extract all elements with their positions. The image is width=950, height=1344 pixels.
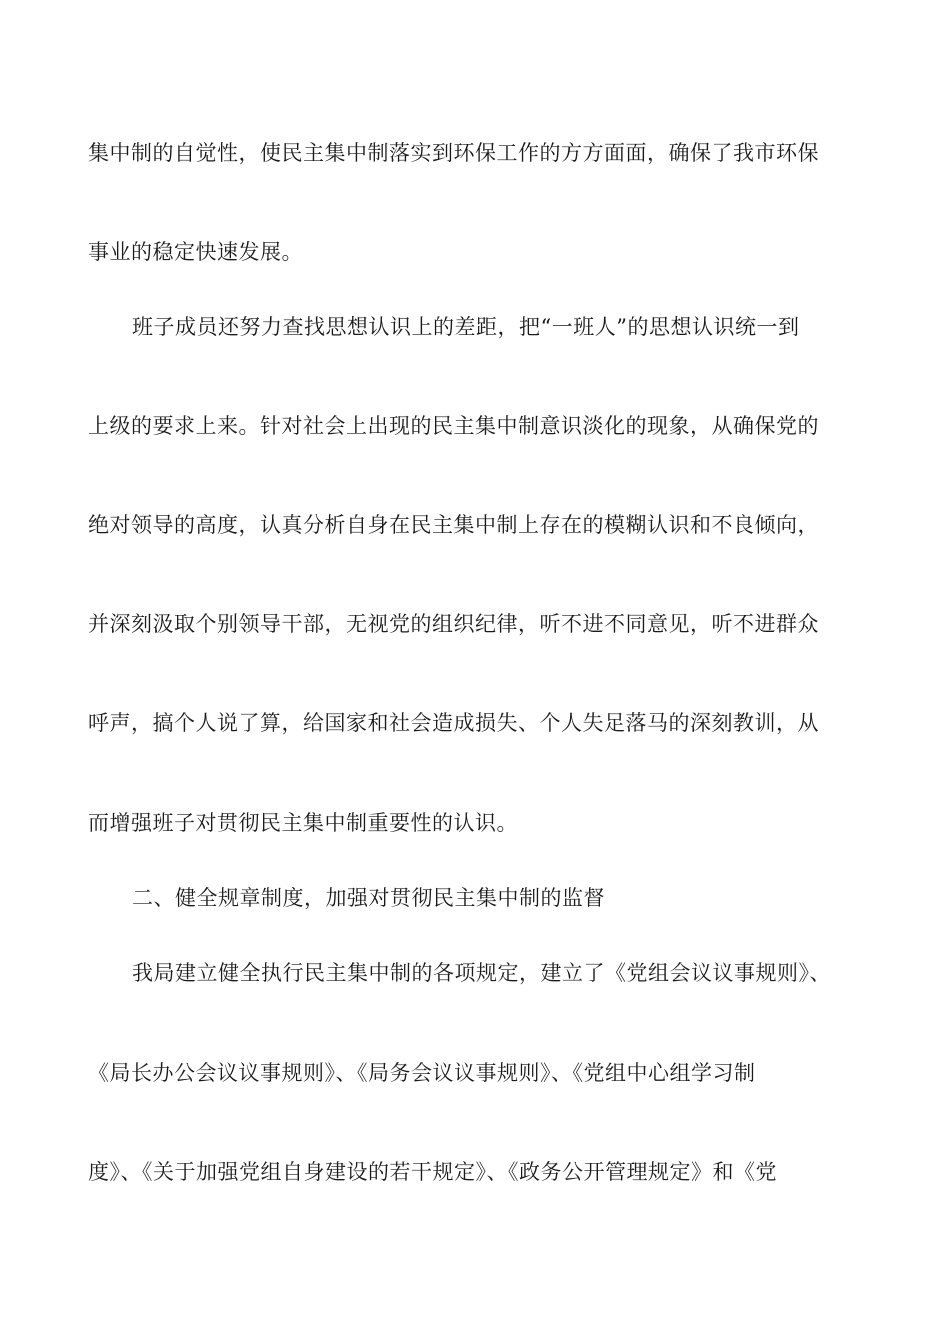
paragraph-line: 并深刻汲取个别领导干部，无视党的组织纪律，听不进不同意见，听不进群众 — [88, 612, 819, 636]
section-heading: 二、健全规章制度，加强对贯彻民主集中制的监督 — [132, 886, 605, 910]
paragraph-line: 事业的稳定快速发展。 — [88, 240, 303, 264]
paragraph-line: 《局长办公会议议事规则》、《局务会议议事规则》、《党组中心组学习制 — [88, 1061, 756, 1085]
paragraph-line: 上级的要求上来。针对社会上出现的民主集中制意识淡化的现象，从确保党的 — [88, 414, 819, 438]
paragraph-line: 度》、《关于加强党组自身建设的若干规定》、《政务公开管理规定》和《党 — [88, 1160, 777, 1184]
paragraph-line: 集中制的自觉性，使民主集中制落实到环保工作的方方面面，确保了我市环保 — [88, 141, 819, 165]
paragraph-line: 而增强班子对贯彻民主集中制重要性的认识。 — [88, 811, 518, 835]
paragraph-line: 绝对领导的高度，认真分析自身在民主集中制上存在的模糊认识和不良倾向， — [88, 513, 819, 537]
paragraph-line: 班子成员还努力查找思想认识上的差距，把“一班人”的思想认识统一到 — [132, 315, 800, 339]
paragraph-line: 呼声，搞个人说了算，给国家和社会造成损失、个人失足落马的深刻教训，从 — [88, 711, 819, 735]
paragraph-line: 我局建立健全执行民主集中制的各项规定，建立了《党组会议议事规则》、 — [132, 961, 831, 985]
